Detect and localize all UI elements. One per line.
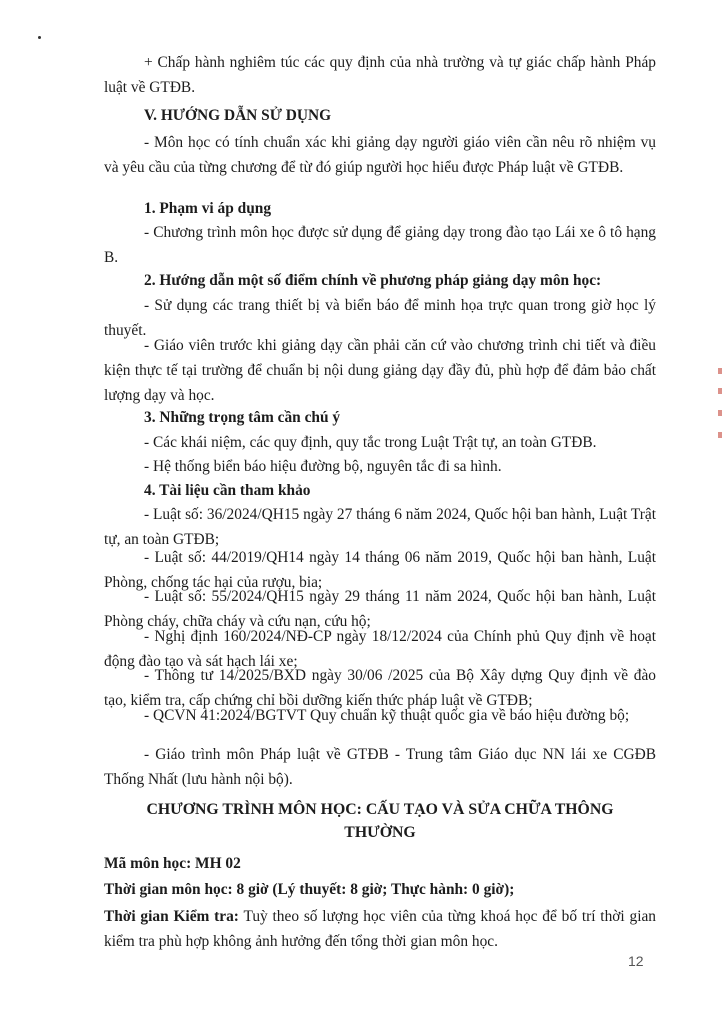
paragraph-scope: - Chương trình môn học được sử dụng để giảng dạy trong đào tạo Lái xe ô tô hạng B. <box>104 224 656 266</box>
exam-time-text: Tuỳ theo số lượng học viên của từng khoá học để bố trí thời gian kiểm tra phù hợp không ảnh hưởng đến tổng thời gian môn học. <box>104 908 656 950</box>
scan-edge-mark <box>718 410 722 416</box>
subheading-teaching-method: 2. Hướng dẫn một số điểm chính về phương pháp giảng dạy môn học: <box>144 272 602 289</box>
reference-item: - Luật số: 36/2024/QH15 ngày 27 tháng 6 năm 2024, Quốc hội ban hành, Luật Trật tự, an toàn GTĐB; <box>104 506 656 548</box>
reference-item: - QCVN 41:2024/BGTVT Quy chuẩn kỹ thuật quốc gia về báo hiệu đường bộ; <box>144 707 630 724</box>
program-title: CHƯƠNG TRÌNH MÔN HỌC: CẤU TẠO VÀ SỬA CHỮA THÔNG THƯỜNG <box>146 801 614 841</box>
paragraph-teacher-prep: - Giáo viên trước khi giảng dạy cần phải căn cứ vào chương trình chi tiết và điều kiện thực tế tại trường để chuẩn bị nội dung giảng dạy đầy đủ, phù hợp để đảm bảo chất lượng dạy và học. <box>104 337 656 404</box>
paragraph-usage-intro: - Môn học có tính chuẩn xác khi giảng dạy người giáo viên cần nêu rõ nhiệm vụ và yêu cầu của từng chương để từ đó giúp người học hiểu được Pháp luật về GTĐB. <box>104 134 656 176</box>
paragraph-focus-concepts: - Các khái niệm, các quy định, quy tắc trong Luật Trật tự, an toàn GTĐB. <box>144 434 597 451</box>
subheading-focus: 3. Những trọng tâm cần chú ý <box>144 409 341 426</box>
paragraph-rule-compliance: + Chấp hành nghiêm túc các quy định của nhà trường và tự giác chấp hành Pháp luật về GTĐB. <box>104 54 656 96</box>
page-number: 12 <box>628 953 644 969</box>
subheading-scope: 1. Phạm vi áp dụng <box>144 200 272 217</box>
reference-item: - Luật số: 55/2024/QH15 ngày 29 tháng 11 năm 2024, Quốc hội ban hành, Luật Phòng cháy, chữa cháy và cứu nạn, cứu hộ; <box>104 588 656 630</box>
section-heading-usage-guide: V. HƯỚNG DẪN SỬ DỤNG <box>144 107 332 124</box>
exam-time-paragraph <box>104 904 656 954</box>
subject-code: Mã môn học: MH 02 <box>104 855 241 872</box>
scan-edge-mark <box>718 368 722 374</box>
subject-duration: Thời gian môn học: 8 giờ (Lý thuyết: 8 giờ; Thực hành: 0 giờ); <box>104 881 515 898</box>
reference-item: - Nghị định 160/2024/NĐ-CP ngày 18/12/2024 của Chính phủ Quy định về hoạt động đào tạo và sát hạch lái xe; <box>104 628 656 670</box>
scan-edge-mark <box>718 388 722 394</box>
scan-speck <box>38 36 41 39</box>
reference-item: - Thông tư 14/2025/BXD ngày 30/06 /2025 của Bộ Xây dựng Quy định về đào tạo, kiểm tra, cấp chứng chỉ bồi dưỡng kiến thức pháp luật về GTĐB; <box>104 667 656 709</box>
exam-time-label: Thời gian Kiểm tra: <box>104 908 239 925</box>
scan-edge-mark <box>718 432 722 438</box>
reference-item: - Luật số: 44/2019/QH14 ngày 14 tháng 06 năm 2019, Quốc hội ban hành, Luật Phòng, chống tác hại của rượu, bia; <box>104 549 656 591</box>
reference-item: - Giáo trình môn Pháp luật về GTĐB - Trung tâm Giáo dục NN lái xe CGĐB Thống Nhất (lưu hành nội bộ). <box>104 746 656 788</box>
paragraph-equipment: - Sử dụng các trang thiết bị và biển báo để minh họa trực quan trong giờ học lý thuyết. <box>104 297 656 339</box>
subheading-references: 4. Tài liệu cần tham khảo <box>144 482 311 499</box>
paragraph-focus-signs: - Hệ thống biển báo hiệu đường bộ, nguyên tắc đi sa hình. <box>144 458 502 475</box>
